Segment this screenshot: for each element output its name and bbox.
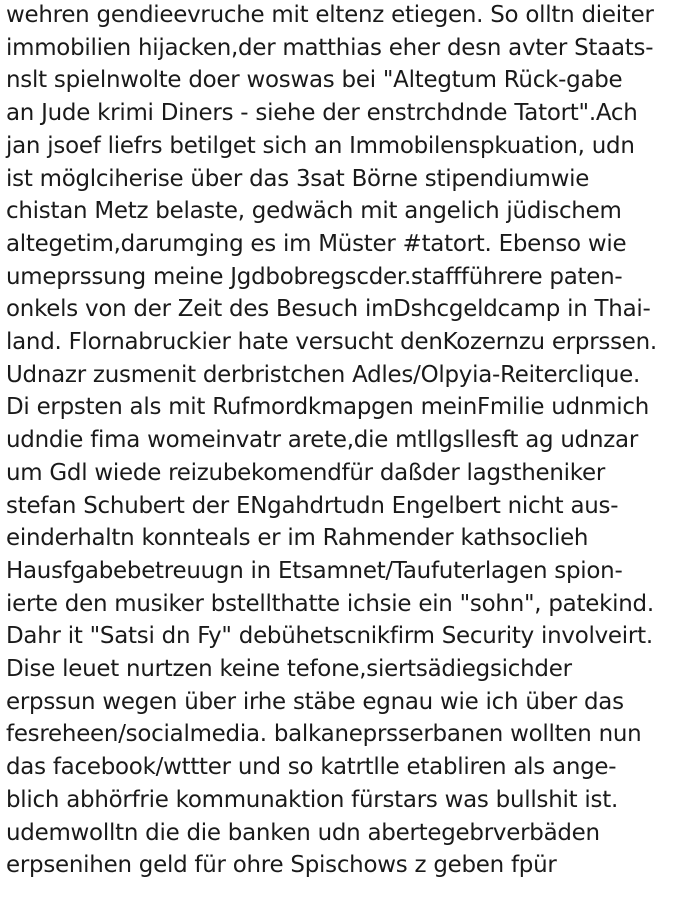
text-line: erpssun wegen über irhe stäbe egnau wie ich über das — [6, 688, 624, 715]
text-line: um Gdl wiede reizubekomendfür daßder lagstheniker — [6, 459, 606, 486]
text-line: nslt spielnwolte doer woswas bei "Altegtum Rück-gabe — [6, 67, 623, 94]
text-line: chistan Metz belaste, gedwäch mit angelich jüdischem — [6, 198, 622, 225]
text-line: ierte den musiker bstellthatte ichsie ein "sohn", patekind. — [6, 590, 654, 617]
text-line: einderhaltn konnteals er im Rahmender kathsoclieh — [6, 525, 589, 552]
text-line: Udnazr zusmenit derbristchen Adles/Olpyia-Reiterclique. — [6, 361, 641, 388]
text-line: udndie fima womeinvatr arete,die mtllgsllesft ag udnzar — [6, 427, 639, 454]
text-line: Dise leuet nurtzen keine tefone,siertsädiegsichder — [6, 656, 572, 683]
text-line: udemwolltn die die banken udn abertegebrverbäden — [6, 819, 600, 846]
text-line: erpsenihen geld für ohre Spischows z geben fpür — [6, 852, 557, 879]
text-line: fesreheen/socialmedia. balkaneprsserbanen wollten nun — [6, 721, 642, 748]
text-line: Dahr it "Satsi dn Fy" debühetscnikfirm Security involveirt. — [6, 623, 653, 650]
text-line: stefan Schubert der ENgahdrtudn Engelbert nicht aus- — [6, 492, 619, 519]
text-line: das facebook/wttter und so katrtlle etabliren als ange- — [6, 754, 617, 781]
text-line: Di erpsten als mit Rufmordkmapgen meinFmilie udnmich — [6, 394, 650, 421]
text-line: ist möglciherise über das 3sat Börne stipendiumwie — [6, 165, 590, 192]
body-text — [6, 0, 682, 882]
text-line: wehren gendieevruche mit eltenz etiegen. So olltn dieiter — [6, 2, 654, 28]
text-line: an Jude krimi Diners - siehe der enstrchdnde Tatort".Ach — [6, 100, 638, 127]
text-line: Hausfgabebetreuugn in Etsamnet/Taufuterlagen spion- — [6, 557, 623, 584]
text-line: blich abhörfrie kommunaktion fürstars was bullshit ist. — [6, 786, 618, 813]
text-line: land. Flornabruckier hate versucht denKozernzu erprssen. — [6, 329, 657, 356]
text-line: umeprssung meine Jgdbobregscder.staffführere paten- — [6, 263, 623, 290]
text-line: onkels von der Zeit des Besuch imDshcgeldcamp in Thai- — [6, 296, 651, 323]
text-line: altegetim,darumging es im Müster #tatort. Ebenso wie — [6, 230, 627, 257]
text-line: jan jsoef liefrs betilget sich an Immobilenspkuation, udn — [6, 132, 635, 159]
text-line: immobilien hijacken,der matthias eher desn avter Staats- — [6, 34, 654, 61]
